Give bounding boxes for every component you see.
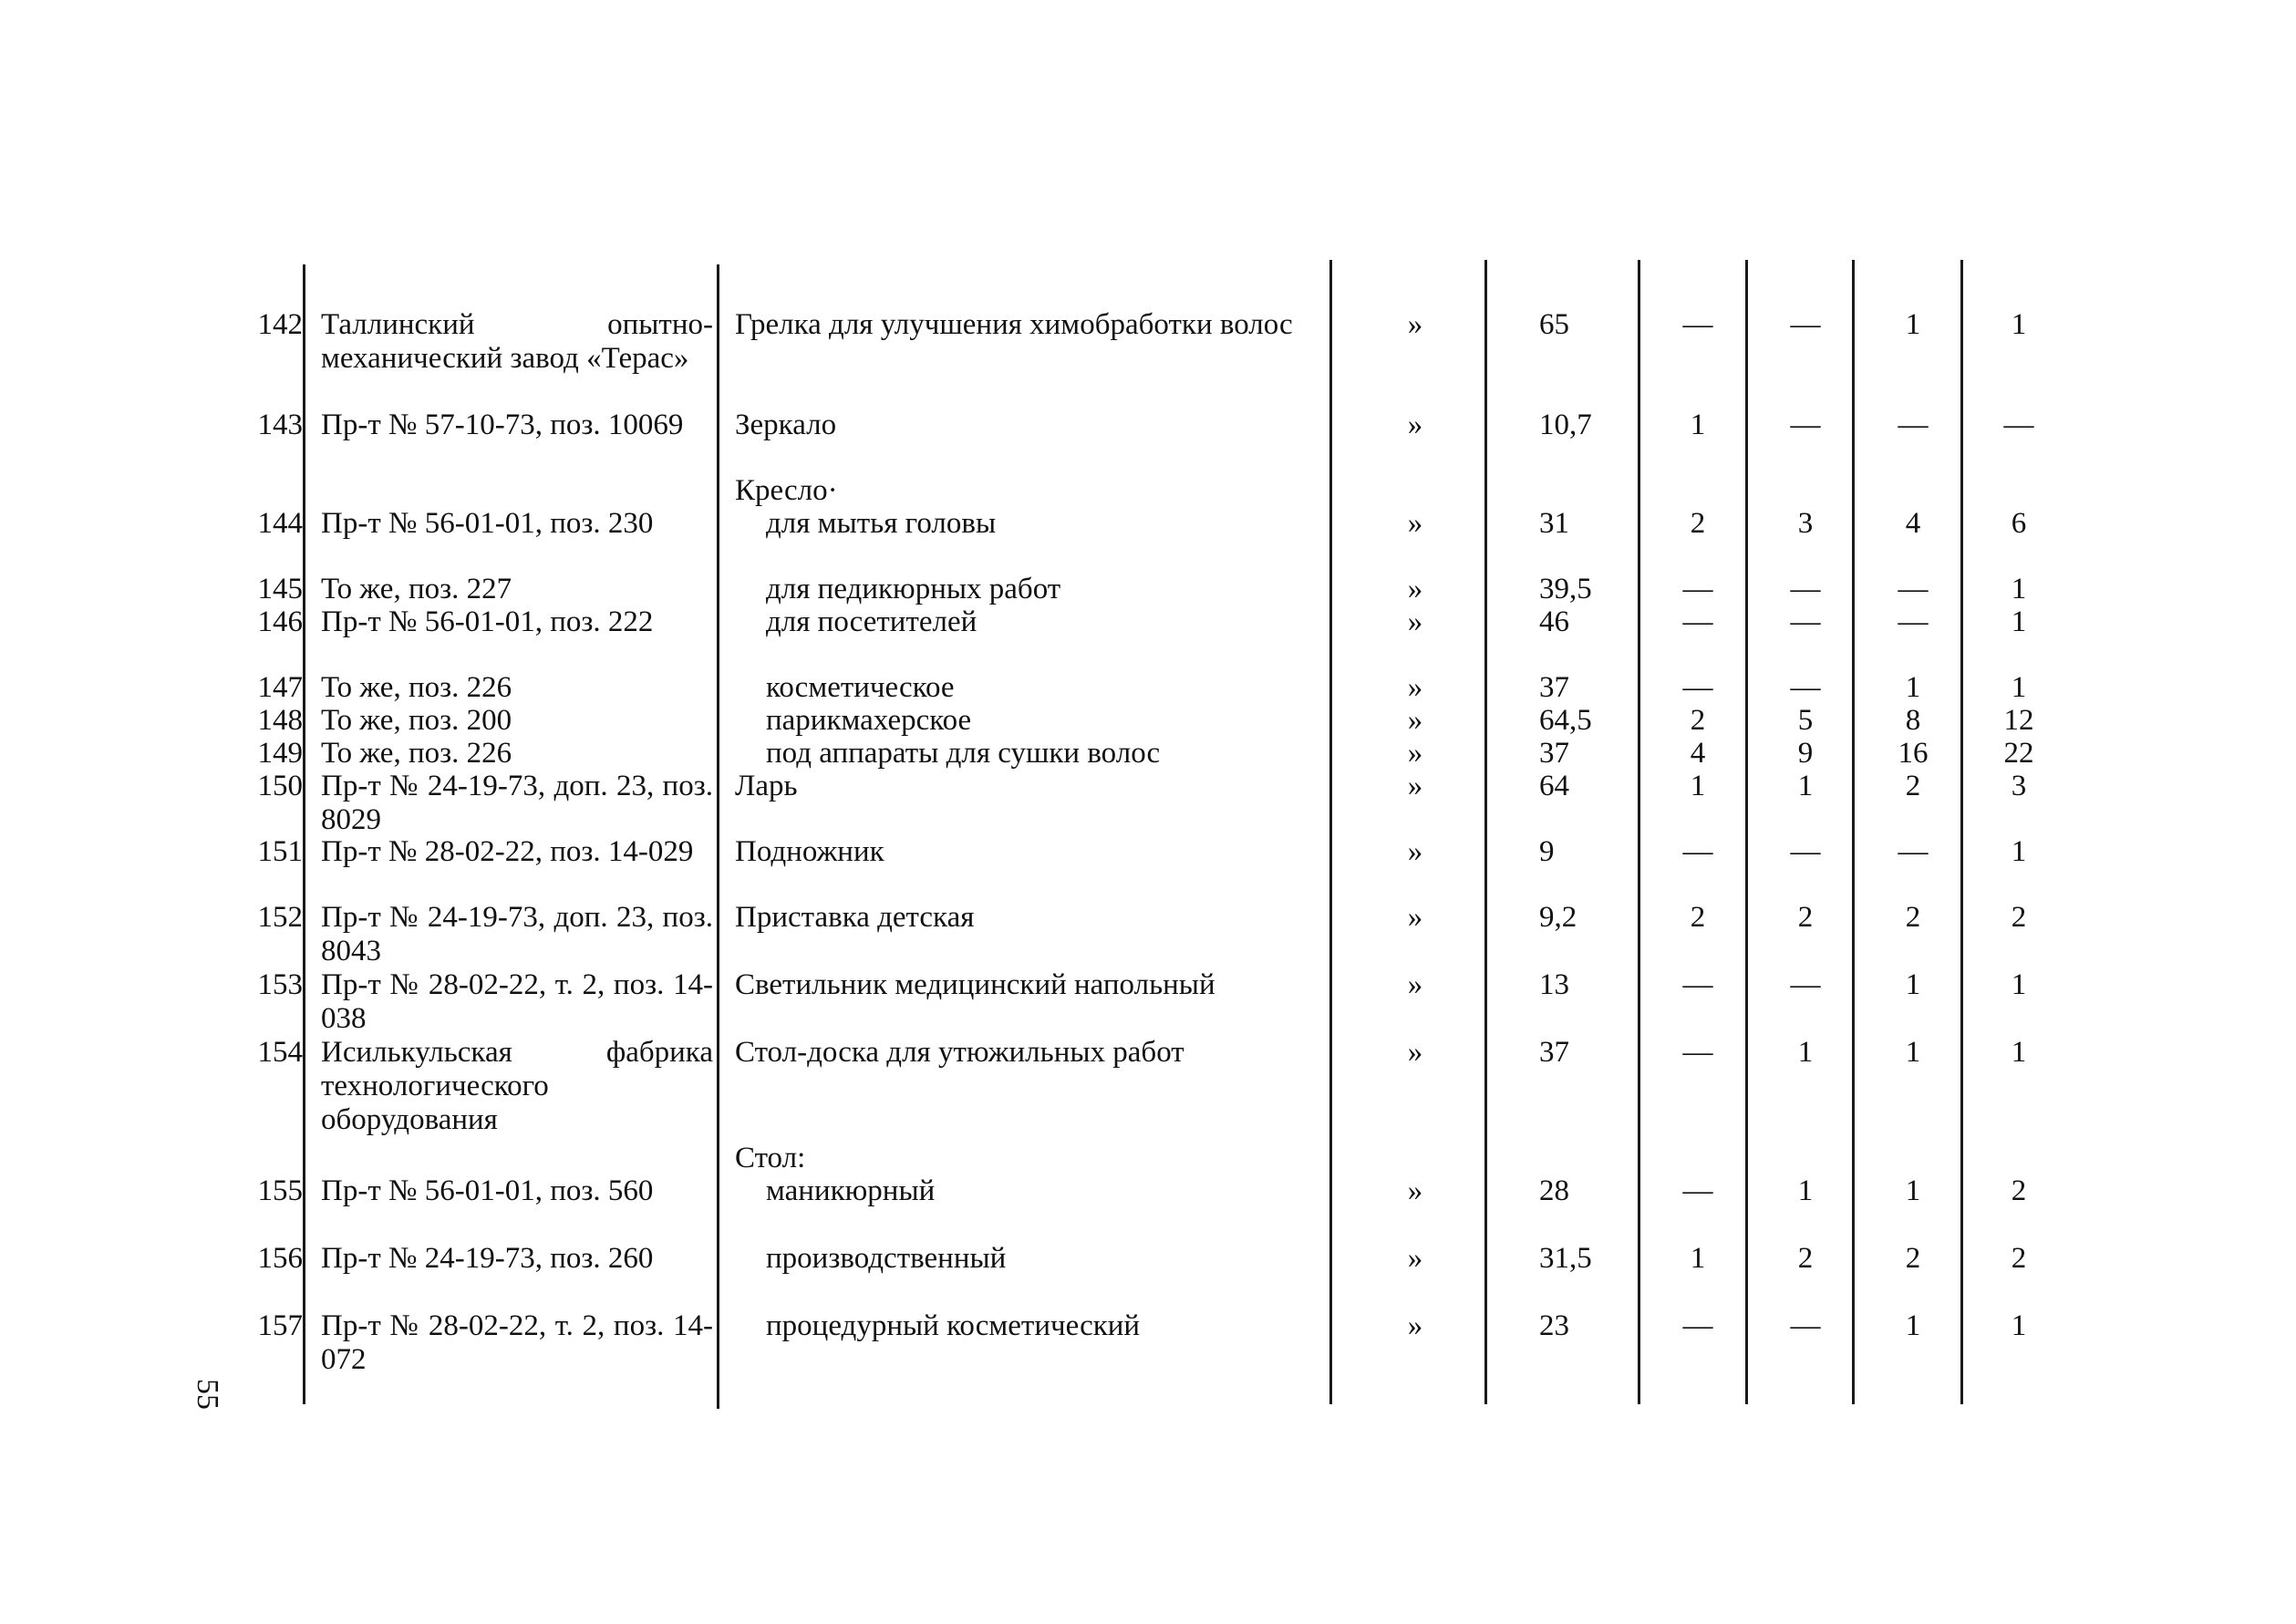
- cell-name: для посетителей: [766, 605, 977, 638]
- cell-name: Кресло·: [735, 474, 838, 507]
- cell-c1: 1: [1690, 1242, 1706, 1275]
- cell-name: производственный: [766, 1242, 1007, 1275]
- cell-c3: 1: [1905, 1036, 1921, 1069]
- cell-c2: —: [1790, 835, 1821, 868]
- cell-name: Зеркало: [735, 409, 837, 441]
- cell-unit: »: [1407, 1309, 1423, 1342]
- cell-name: Грелка для улучшения химобработки волос: [735, 308, 1293, 341]
- cell-name: косметическое: [766, 671, 955, 704]
- cell-c2: —: [1790, 605, 1821, 638]
- column-rule-4: [1484, 260, 1487, 1404]
- cell-name: для мытья головы: [766, 507, 997, 540]
- cell-c2: —: [1790, 573, 1821, 605]
- cell-num: 146: [257, 605, 303, 638]
- cell-num: 142: [257, 308, 303, 341]
- cell-c3: 1: [1905, 1174, 1921, 1207]
- cell-c1: 2: [1690, 704, 1706, 737]
- cell-c3: —: [1898, 835, 1929, 868]
- cell-value: 13: [1539, 968, 1569, 1001]
- cell-name: Ларь: [735, 770, 798, 802]
- cell-c3: 1: [1905, 308, 1921, 341]
- cell-value: 37: [1539, 1036, 1569, 1069]
- cell-c2: 3: [1797, 507, 1814, 540]
- cell-c3: 2: [1905, 770, 1921, 802]
- cell-value: 37: [1539, 671, 1569, 704]
- cell-num: 152: [257, 901, 303, 934]
- cell-value: 10,7: [1539, 409, 1592, 441]
- cell-name: процедурный косметический: [766, 1309, 1141, 1342]
- cell-source: То же, поз. 227: [321, 573, 512, 605]
- cell-value: 39,5: [1539, 573, 1592, 605]
- cell-c2: —: [1790, 409, 1821, 441]
- cell-c1: —: [1682, 1174, 1713, 1207]
- cell-c2: —: [1790, 308, 1821, 341]
- cell-name: Светильник медицинский напольный: [735, 968, 1215, 1001]
- cell-name: под аппараты для сушки волос: [766, 737, 1161, 770]
- cell-value: 9: [1539, 835, 1555, 868]
- column-rule-8: [1960, 260, 1963, 1404]
- cell-c4: 1: [2011, 671, 2027, 704]
- cell-c3: 4: [1905, 507, 1921, 540]
- cell-value: 23: [1539, 1309, 1569, 1342]
- cell-name: Приставка детская: [735, 901, 975, 934]
- cell-value: 37: [1539, 737, 1569, 770]
- cell-c4: 2: [2011, 1174, 2027, 1207]
- cell-value: 46: [1539, 605, 1569, 638]
- cell-c2: 5: [1797, 704, 1814, 737]
- cell-source: Пр-т № 24-19-73, доп. 23, поз. 8029: [321, 770, 713, 836]
- cell-c2: —: [1790, 671, 1821, 704]
- column-rule-2: [717, 264, 719, 1409]
- column-rule-7: [1852, 260, 1855, 1404]
- page-number: 55: [191, 1379, 224, 1410]
- cell-value: 9,2: [1539, 901, 1577, 934]
- cell-c2: —: [1790, 968, 1821, 1001]
- column-rule-3: [1329, 260, 1332, 1404]
- cell-name: Стол-доска для утюжильных работ: [735, 1036, 1184, 1069]
- cell-c3: 1: [1905, 968, 1921, 1001]
- cell-value: 64,5: [1539, 704, 1592, 737]
- cell-name: для педикюрных работ: [766, 573, 1061, 605]
- cell-num: 143: [257, 409, 303, 441]
- cell-unit: »: [1407, 308, 1423, 341]
- cell-c3: 2: [1905, 901, 1921, 934]
- cell-unit: »: [1407, 835, 1423, 868]
- cell-unit: »: [1407, 671, 1423, 704]
- cell-c4: 22: [2003, 737, 2034, 770]
- cell-c4: 1: [2011, 835, 2027, 868]
- cell-c1: —: [1682, 573, 1713, 605]
- cell-c4: 1: [2011, 308, 2027, 341]
- cell-c2: 1: [1797, 770, 1814, 802]
- cell-c4: —: [2003, 409, 2034, 441]
- cell-unit: »: [1407, 770, 1423, 802]
- cell-unit: »: [1407, 1242, 1423, 1275]
- cell-source: Пр-т № 28-02-22, т. 2, поз. 14-072: [321, 1309, 713, 1376]
- cell-c2: 1: [1797, 1174, 1814, 1207]
- cell-unit: »: [1407, 737, 1423, 770]
- cell-c4: 2: [2011, 901, 2027, 934]
- cell-c4: 1: [2011, 1309, 2027, 1342]
- cell-source: Таллинский опытно-механический завод «Терас»: [321, 308, 713, 375]
- cell-unit: »: [1407, 1036, 1423, 1069]
- cell-c3: 16: [1898, 737, 1929, 770]
- cell-c1: —: [1682, 671, 1713, 704]
- cell-value: 64: [1539, 770, 1569, 802]
- cell-unit: »: [1407, 901, 1423, 934]
- cell-unit: »: [1407, 704, 1423, 737]
- cell-c4: 1: [2011, 968, 2027, 1001]
- cell-c1: 4: [1690, 737, 1706, 770]
- cell-c1: —: [1682, 835, 1713, 868]
- cell-unit: »: [1407, 1174, 1423, 1207]
- cell-num: 153: [257, 968, 303, 1001]
- cell-c1: —: [1682, 1036, 1713, 1069]
- cell-source: Пр-т № 56-01-01, поз. 560: [321, 1174, 654, 1207]
- cell-source: То же, поз. 226: [321, 671, 512, 704]
- cell-source: Пр-т № 57-10-73, поз. 10069: [321, 409, 684, 441]
- cell-unit: »: [1407, 507, 1423, 540]
- cell-c3: 2: [1905, 1242, 1921, 1275]
- cell-num: 155: [257, 1174, 303, 1207]
- cell-num: 145: [257, 573, 303, 605]
- cell-num: 156: [257, 1242, 303, 1275]
- cell-c4: 3: [2011, 770, 2027, 802]
- cell-unit: »: [1407, 605, 1423, 638]
- cell-unit: »: [1407, 968, 1423, 1001]
- cell-c1: 1: [1690, 770, 1706, 802]
- cell-c2: 1: [1797, 1036, 1814, 1069]
- cell-c3: —: [1898, 573, 1929, 605]
- cell-c3: —: [1898, 409, 1929, 441]
- column-rule-1: [303, 264, 305, 1404]
- cell-source: Исилькульская фабрика технологического оборудования: [321, 1036, 713, 1136]
- cell-name: Стол:: [735, 1142, 806, 1174]
- cell-c3: 1: [1905, 1309, 1921, 1342]
- cell-num: 144: [257, 507, 303, 540]
- cell-num: 147: [257, 671, 303, 704]
- cell-unit: »: [1407, 573, 1423, 605]
- column-rule-6: [1745, 260, 1748, 1404]
- cell-c3: 1: [1905, 671, 1921, 704]
- cell-c3: —: [1898, 605, 1929, 638]
- cell-name: парикмахерское: [766, 704, 972, 737]
- cell-unit: »: [1407, 409, 1423, 441]
- cell-c3: 8: [1905, 704, 1921, 737]
- cell-c1: —: [1682, 308, 1713, 341]
- cell-num: 154: [257, 1036, 303, 1069]
- cell-c4: 1: [2011, 1036, 2027, 1069]
- cell-num: 149: [257, 737, 303, 770]
- cell-num: 151: [257, 835, 303, 868]
- cell-num: 157: [257, 1309, 303, 1342]
- cell-value: 65: [1539, 308, 1569, 341]
- cell-c1: 1: [1690, 409, 1706, 441]
- cell-source: То же, поз. 226: [321, 737, 512, 770]
- cell-c4: 2: [2011, 1242, 2027, 1275]
- cell-source: То же, поз. 200: [321, 704, 512, 737]
- cell-value: 28: [1539, 1174, 1569, 1207]
- cell-name: маникюрный: [766, 1174, 936, 1207]
- cell-num: 150: [257, 770, 303, 802]
- cell-c1: 2: [1690, 507, 1706, 540]
- cell-c1: 2: [1690, 901, 1706, 934]
- cell-source: Пр-т № 28-02-22, поз. 14-029: [321, 835, 694, 868]
- cell-source: Пр-т № 28-02-22, т. 2, поз. 14-038: [321, 968, 713, 1035]
- cell-c4: 6: [2011, 507, 2027, 540]
- cell-c1: —: [1682, 605, 1713, 638]
- cell-c2: 2: [1797, 901, 1814, 934]
- cell-source: Пр-т № 24-19-73, доп. 23, поз. 8043: [321, 901, 713, 967]
- cell-c1: —: [1682, 1309, 1713, 1342]
- cell-source: Пр-т № 24-19-73, поз. 260: [321, 1242, 654, 1275]
- cell-c1: —: [1682, 968, 1713, 1001]
- cell-source: Пр-т № 56-01-01, поз. 222: [321, 605, 654, 638]
- cell-c4: 12: [2003, 704, 2034, 737]
- cell-name: Подножник: [735, 835, 884, 868]
- cell-c2: 9: [1797, 737, 1814, 770]
- cell-value: 31,5: [1539, 1242, 1592, 1275]
- cell-num: 148: [257, 704, 303, 737]
- cell-c4: 1: [2011, 573, 2027, 605]
- cell-source: Пр-т № 56-01-01, поз. 230: [321, 507, 654, 540]
- cell-c4: 1: [2011, 605, 2027, 638]
- cell-c2: 2: [1797, 1242, 1814, 1275]
- cell-c2: —: [1790, 1309, 1821, 1342]
- cell-value: 31: [1539, 507, 1569, 540]
- column-rule-5: [1638, 260, 1640, 1404]
